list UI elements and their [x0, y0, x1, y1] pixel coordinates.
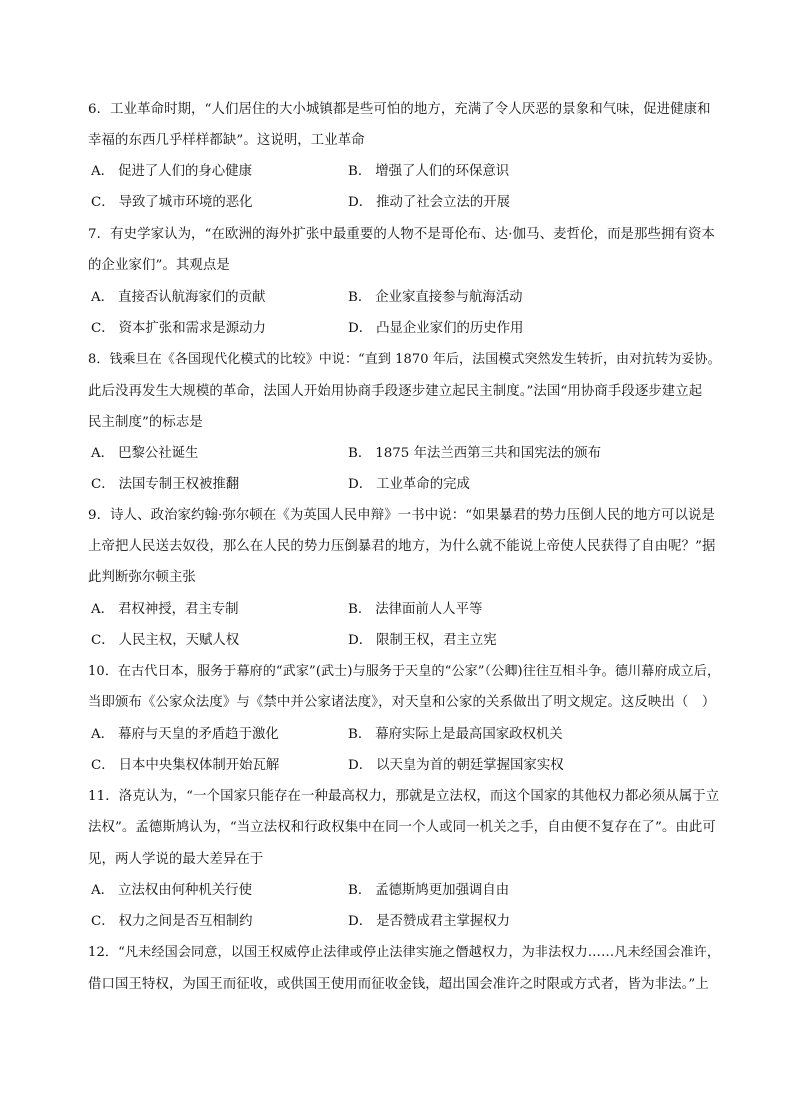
option-text: 是否赞成君主掌握权力	[376, 914, 511, 929]
question-stem-line: 此判断弥尔顿主张	[88, 570, 196, 585]
option-letter: D．	[348, 321, 373, 336]
option-letter: C．	[91, 914, 115, 929]
option-b[interactable]	[348, 881, 509, 901]
option-letter: A．	[91, 883, 115, 898]
option-a[interactable]	[91, 881, 252, 901]
option-a[interactable]	[91, 162, 252, 182]
option-b[interactable]	[348, 162, 509, 182]
option-text: 权力之间是否互相制约	[118, 914, 253, 929]
option-text: 资本扩张和需求是源动力	[118, 321, 266, 336]
option-text: 日本中央集权体制开始瓦解	[118, 758, 280, 773]
question-stem-line: 借口国王特权，为国王而征收，或供国王使用而征收金钱，超出国会准许之时限或方式者，皆为非法。”上	[88, 977, 709, 992]
option-text: 工业革命的完成	[376, 477, 470, 492]
question-stem-line: 民主制度”的标志是	[88, 415, 203, 430]
option-c[interactable]	[91, 631, 239, 651]
option-text: 促进了人们的身心健康	[118, 164, 252, 179]
option-c[interactable]	[91, 912, 253, 932]
option-d[interactable]	[348, 912, 510, 932]
option-a[interactable]	[91, 444, 198, 464]
option-d[interactable]	[348, 631, 497, 651]
option-letter: B．	[348, 883, 372, 898]
option-c[interactable]	[91, 319, 266, 339]
option-letter: D．	[348, 477, 373, 492]
option-c[interactable]	[91, 193, 253, 213]
question-stem-line: 7．有史学家认为，“在欧洲的海外扩张中最重要的人物不是哥伦布、达·伽马、麦哲伦，而是那些拥有资本	[88, 227, 715, 242]
question-stem-line: 10．在古代日本，服务于幕府的“武家”(武士)与服务于天皇的“公家”（公卿)往往互相斗争。德川幕府成立后，	[88, 664, 721, 679]
question-stem-line: 上帝把人民送去奴役，那么在人民的势力压倒暴君的地方，为什么就不能说上帝使人民获得了自由呢？”据	[88, 539, 716, 554]
option-text: 推动了社会立法的开展	[376, 195, 511, 210]
option-d[interactable]	[348, 475, 470, 495]
option-b[interactable]	[348, 444, 601, 464]
option-text: 人民主权，天赋人权	[118, 633, 240, 648]
option-b[interactable]	[348, 600, 482, 620]
option-text: 以天皇为首的朝廷掌握国家实权	[376, 758, 564, 773]
option-letter: C．	[91, 321, 115, 336]
option-letter: C．	[91, 477, 115, 492]
question-stem-line: 法权”。孟德斯鸠认为，“当立法权和行政权集中在同一个人或同一机关之手，自由便不复存在了”。由此可	[88, 820, 716, 835]
option-text: 1875 年法兰西第三共和国宪法的颁布	[375, 446, 602, 461]
option-text: 限制王权，君主立宪	[376, 633, 497, 648]
option-letter: B．	[348, 446, 372, 461]
option-d[interactable]	[348, 756, 564, 776]
option-letter: D．	[348, 758, 373, 773]
option-b[interactable]	[348, 725, 563, 745]
option-letter: A．	[91, 446, 115, 461]
option-a[interactable]	[91, 288, 265, 308]
option-text: 幕府与天皇的矛盾趋于激化	[118, 727, 279, 742]
option-letter: B．	[348, 290, 372, 305]
option-letter: A．	[91, 602, 115, 617]
option-letter: C．	[91, 633, 115, 648]
option-letter: D．	[348, 195, 373, 210]
option-a[interactable]	[91, 600, 239, 620]
option-b[interactable]	[348, 288, 523, 308]
option-a[interactable]	[91, 725, 279, 745]
option-text: 巴黎公社诞生	[118, 446, 199, 461]
question-stem-line: 8．钱乘旦在《各国现代化模式的比较》中说：“直到 1870 年后，法国模式突然发生转折，由对抗转为妥协。	[88, 352, 721, 367]
option-text: 法律面前人人平等	[375, 602, 483, 617]
option-letter: A．	[91, 727, 115, 742]
option-text: 立法权由何种机关行使	[118, 883, 252, 898]
option-letter: A．	[91, 164, 115, 179]
option-d[interactable]	[348, 319, 523, 339]
option-letter: D．	[348, 914, 373, 929]
question-stem-line: 6．工业革命时期，“人们居住的大小城镇都是些可怕的地方，充满了令人厌恶的景象和气味，促进健康和	[88, 102, 711, 117]
question-stem-line: 见，两人学说的最大差异在于	[88, 852, 264, 867]
option-letter: B．	[348, 164, 372, 179]
question-stem-line: 幸福的东西几乎样样都缺”。这说明，工业革命	[88, 133, 365, 148]
option-text: 直接否认航海家们的贡献	[118, 290, 266, 305]
option-letter: B．	[348, 602, 372, 617]
question-stem-line: 的企业家们”。其观点是	[88, 258, 230, 273]
option-text: 凸显企业家们的历史作用	[376, 321, 524, 336]
option-text: 增强了人们的环保意识	[375, 164, 510, 179]
option-letter: C．	[91, 195, 115, 210]
option-c[interactable]	[91, 756, 279, 776]
option-letter: D．	[348, 633, 373, 648]
option-text: 孟德斯鸠更加强调自由	[375, 883, 510, 898]
option-text: 企业家直接参与航海活动	[375, 290, 523, 305]
option-text: 导致了城市环境的恶化	[118, 195, 253, 210]
option-letter: B．	[348, 727, 372, 742]
option-d[interactable]	[348, 193, 510, 213]
question-stem-line: 此后没再发生大规模的革命，法国人开始用协商手段逐步建立起民主制度。”法国“用协商手段逐步建立起	[88, 384, 703, 399]
option-text: 法国专制王权被推翻	[118, 477, 240, 492]
option-letter: A．	[91, 290, 115, 305]
option-letter: C．	[91, 758, 115, 773]
question-stem-line: 11．洛克认为，“一个国家只能存在一种最高权力，那就是立法权，而这个国家的其他权力都必须从属于立	[88, 789, 720, 804]
question-stem-line: 9．诗人、政治家约翰·弥尔顿在《为英国人民申辩》一书中说：“如果暴君的势力压倒人民的地方可以说是	[88, 508, 715, 523]
question-stem-line: 当即颁布《公家众法度》与《禁中并公家诸法度》，对天皇和公家的关系做出了明文规定。这反映出（ ）	[88, 695, 716, 710]
option-text: 君权神授，君主专制	[118, 602, 239, 617]
question-stem-line: 12．“凡未经国会同意，以国王权威停止法律或停止法律实施之僭越权力，为非法权力……凡未经国会准许，	[88, 945, 721, 960]
option-c[interactable]	[91, 475, 239, 495]
option-text: 幕府实际上是最高国家政权机关	[375, 727, 563, 742]
